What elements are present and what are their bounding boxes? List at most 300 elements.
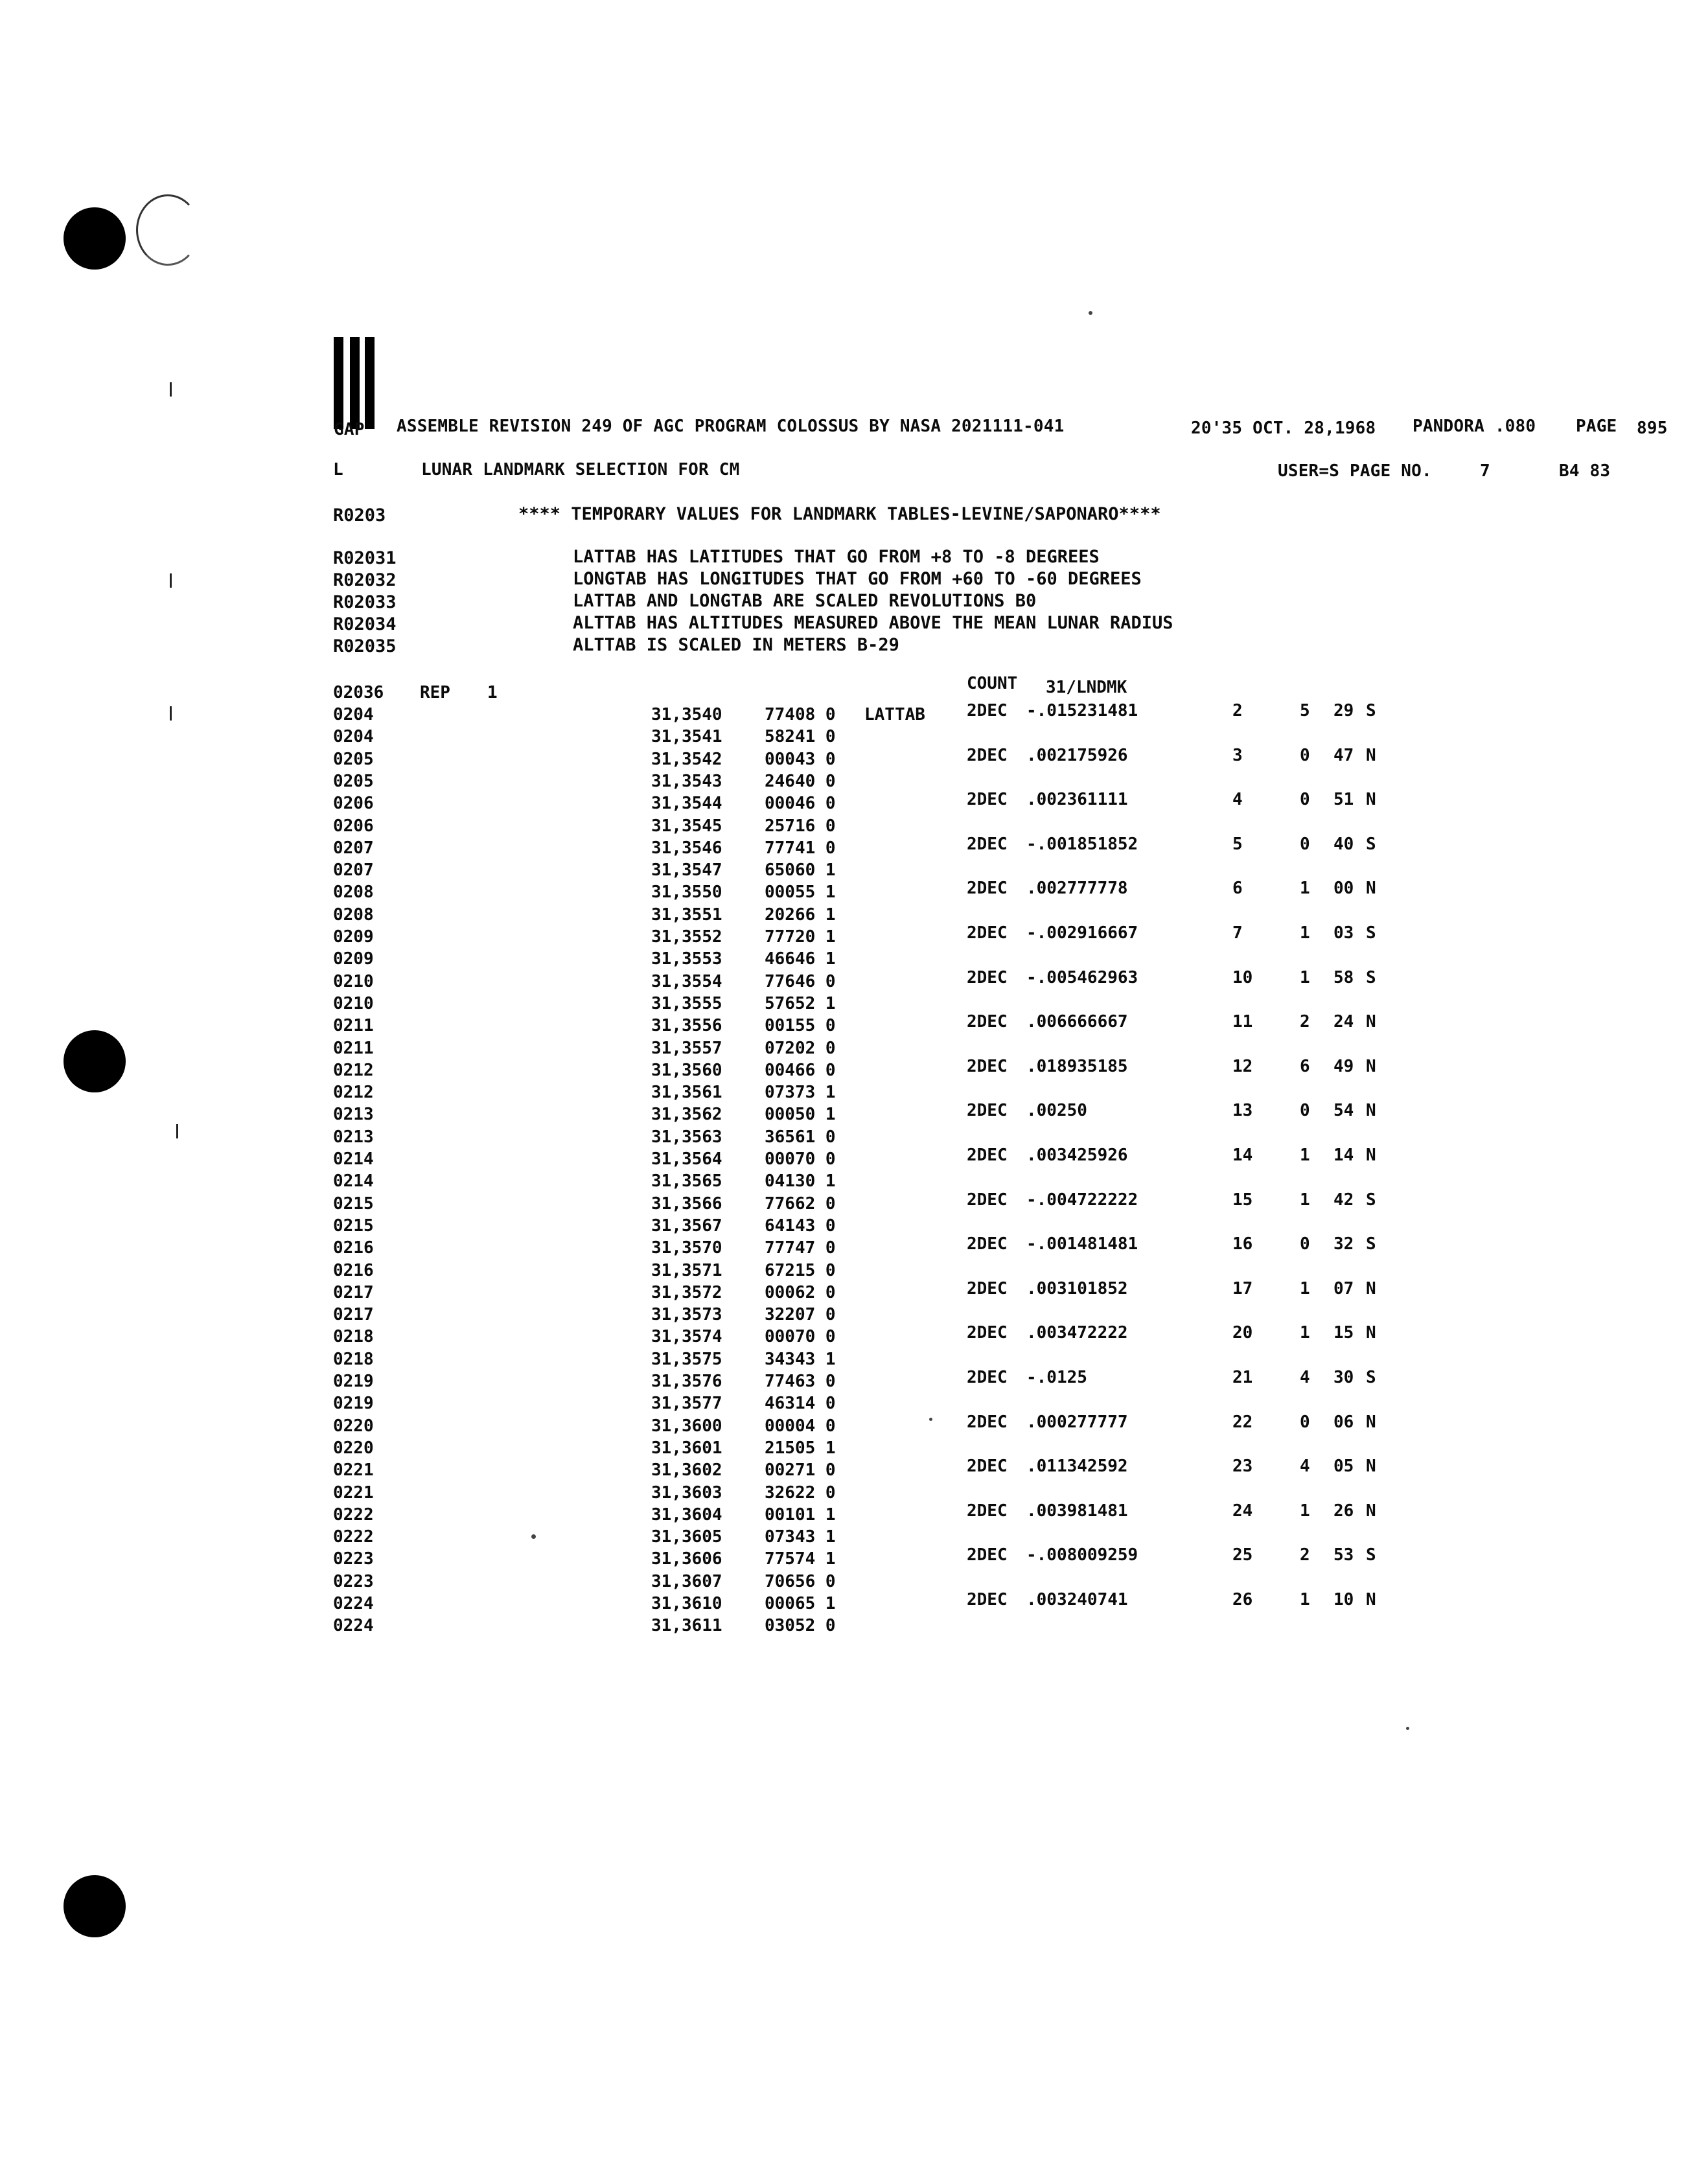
degrees: 0: [1300, 1234, 1310, 1254]
line-number: 0221: [333, 1483, 374, 1503]
degrees: 4: [1300, 1368, 1310, 1387]
page-reference: B4 83: [1559, 461, 1611, 481]
opcode: 2DEC: [967, 1146, 1008, 1165]
octal-word: 00050 1: [765, 1105, 836, 1124]
address: 31,3553: [651, 949, 722, 969]
octal-word: 67215 0: [765, 1261, 836, 1280]
line-number: 0216: [333, 1261, 374, 1280]
landmark-index: 24: [1232, 1501, 1253, 1521]
hemisphere: N: [1366, 1146, 1376, 1165]
address: 31,3604: [651, 1505, 722, 1525]
address: 31,3571: [651, 1261, 722, 1280]
address: 31,3554: [651, 972, 722, 991]
minutes: 10: [1333, 1590, 1354, 1609]
octal-word: 07202 0: [765, 1039, 836, 1058]
line-number: 0219: [333, 1372, 374, 1391]
octal-word: 00065 1: [765, 1594, 836, 1613]
line-number: 0222: [333, 1527, 374, 1547]
pandora-version: PANDORA .080: [1413, 417, 1536, 436]
octal-word: 34343 1: [765, 1350, 836, 1369]
table-row: [0, 879, 1708, 905]
minutes: 51: [1333, 790, 1354, 809]
comment-text: LONGTAB HAS LONGITUDES THAT GO FROM +60 TO -60 DEGREES: [573, 569, 1142, 589]
minutes: 03: [1333, 923, 1354, 943]
table-row: [0, 1350, 1708, 1372]
table-row: [0, 1457, 1708, 1482]
gap-label: GAP: [334, 420, 365, 439]
decimal-value: -.004722222: [1026, 1190, 1138, 1210]
decimal-value: -.008009259: [1026, 1545, 1138, 1565]
minutes: 26: [1333, 1501, 1354, 1521]
comment-id: R02031: [333, 548, 397, 568]
octal-word: 00466 0: [765, 1061, 836, 1080]
octal-word: 00004 0: [765, 1416, 836, 1436]
address: 31,3573: [651, 1305, 722, 1324]
comment-text: **** TEMPORARY VALUES FOR LANDMARK TABLES-LEVINE/SAPONARO****: [518, 504, 1161, 524]
landmark-index: 15: [1232, 1190, 1253, 1210]
hemisphere: N: [1366, 1012, 1376, 1032]
landmark-index: 10: [1232, 968, 1253, 987]
address: 31,3570: [651, 1238, 722, 1258]
octal-word: 77646 0: [765, 972, 836, 991]
address: 31,3545: [651, 816, 722, 836]
table-row: [0, 1438, 1708, 1460]
rep-op: REP: [420, 683, 450, 702]
minutes: 06: [1333, 1413, 1354, 1432]
address: 31,3575: [651, 1350, 722, 1369]
comment-id: R02034: [333, 614, 397, 634]
table-row: [0, 1039, 1708, 1061]
table-row: [0, 1234, 1708, 1260]
table-row: [0, 1216, 1708, 1238]
landmark-index: 11: [1232, 1012, 1253, 1032]
octal-word: 77463 0: [765, 1372, 836, 1391]
address: 31,3601: [651, 1438, 722, 1458]
table-row: [0, 1368, 1708, 1394]
symbol-label: LATTAB: [864, 705, 925, 724]
address: 31,3555: [651, 994, 722, 1013]
paper-speck: [1406, 1727, 1409, 1730]
table-row: [0, 701, 1708, 727]
opcode: 2DEC: [967, 1590, 1008, 1609]
address: 31,3607: [651, 1572, 722, 1591]
degrees: 1: [1300, 1146, 1310, 1165]
table-row: [0, 1545, 1708, 1571]
decimal-value: .00250: [1026, 1101, 1087, 1120]
octal-word: 46646 1: [765, 949, 836, 969]
table-row: [0, 1101, 1708, 1127]
octal-word: 36561 0: [765, 1127, 836, 1147]
line-number: 0210: [333, 972, 374, 991]
line-number: 0207: [333, 838, 374, 858]
user-page-number: 7: [1480, 461, 1490, 481]
address: 31,3556: [651, 1016, 722, 1035]
octal-word: 77720 1: [765, 927, 836, 947]
opcode: 2DEC: [967, 1190, 1008, 1210]
octal-word: 32622 0: [765, 1483, 836, 1503]
octal-word: 64143 0: [765, 1216, 836, 1236]
minutes: 58: [1333, 968, 1354, 987]
table-row: [0, 1279, 1708, 1305]
minutes: 24: [1333, 1012, 1354, 1032]
line-number: 0212: [333, 1061, 374, 1080]
octal-word: 00271 0: [765, 1460, 836, 1480]
octal-word: 20266 1: [765, 905, 836, 925]
decimal-value: .000277777: [1026, 1413, 1128, 1432]
landmark-index: 20: [1232, 1323, 1253, 1343]
opcode: 2DEC: [967, 968, 1008, 987]
comment-id: R02033: [333, 592, 397, 612]
page-number: 895: [1637, 419, 1668, 438]
degrees: 1: [1300, 1190, 1310, 1210]
opcode: 2DEC: [967, 1234, 1008, 1254]
address: 31,3560: [651, 1061, 722, 1080]
octal-word: 07373 1: [765, 1083, 836, 1102]
decimal-value: .003472222: [1026, 1323, 1128, 1343]
table-row: [0, 1483, 1708, 1505]
line-number: 0204: [333, 705, 374, 724]
table-row: [0, 746, 1708, 772]
landmark-index: 5: [1232, 835, 1243, 854]
line-number: 0215: [333, 1216, 374, 1236]
hemisphere: N: [1366, 1590, 1376, 1609]
minutes: 30: [1333, 1368, 1354, 1387]
opcode: 2DEC: [967, 790, 1008, 809]
address: 31,3606: [651, 1549, 722, 1569]
line-number: 0215: [333, 1194, 374, 1214]
hemisphere: N: [1366, 879, 1376, 898]
line-number: 0209: [333, 949, 374, 969]
punch-hole-top: [63, 207, 126, 270]
decimal-value: .002175926: [1026, 746, 1128, 765]
opcode: 2DEC: [967, 1368, 1008, 1387]
octal-word: 00070 0: [765, 1327, 836, 1346]
table-row: [0, 1012, 1708, 1038]
opcode: 2DEC: [967, 1413, 1008, 1432]
octal-word: 77747 0: [765, 1238, 836, 1258]
minutes: 49: [1333, 1057, 1354, 1076]
line-number: 0218: [333, 1327, 374, 1346]
comment-text: LATTAB HAS LATITUDES THAT GO FROM +8 TO -8 DEGREES: [573, 547, 1100, 567]
octal-word: 65060 1: [765, 860, 836, 880]
address: 31,3551: [651, 905, 722, 925]
decimal-value: .003101852: [1026, 1279, 1128, 1298]
comment-id: R02035: [333, 636, 397, 656]
line-number: 0211: [333, 1016, 374, 1035]
opcode: 2DEC: [967, 1101, 1008, 1120]
table-row: [0, 1616, 1708, 1638]
degrees: 1: [1300, 1279, 1310, 1298]
line-number: 0214: [333, 1171, 374, 1191]
address: 31,3557: [651, 1039, 722, 1058]
opcode: 2DEC: [967, 923, 1008, 943]
degrees: 1: [1300, 1590, 1310, 1609]
degrees: 1: [1300, 923, 1310, 943]
octal-word: 03052 0: [765, 1616, 836, 1635]
line-number: 0221: [333, 1460, 374, 1480]
address: 31,3550: [651, 882, 722, 902]
comment-text: ALTTAB HAS ALTITUDES MEASURED ABOVE THE MEAN LUNAR RADIUS: [573, 613, 1173, 633]
landmark-index: 25: [1232, 1545, 1253, 1565]
table-row: [0, 905, 1708, 927]
line-number: 0210: [333, 994, 374, 1013]
comment-id: R02032: [333, 570, 397, 590]
log-section-title: LUNAR LANDMARK SELECTION FOR CM: [421, 460, 740, 479]
line-number: 0206: [333, 816, 374, 836]
hemisphere: S: [1366, 968, 1376, 987]
table-row: [0, 1146, 1708, 1171]
table-row: [0, 1572, 1708, 1594]
line-number: 0223: [333, 1572, 374, 1591]
address: 31,3546: [651, 838, 722, 858]
line-number: 0211: [333, 1039, 374, 1058]
line-number: 0223: [333, 1549, 374, 1569]
table-row: [0, 1323, 1708, 1349]
table-row: [0, 994, 1708, 1016]
minutes: 47: [1333, 746, 1354, 765]
landmark-index: 22: [1232, 1413, 1253, 1432]
line-number: 0212: [333, 1083, 374, 1102]
table-row: [0, 1261, 1708, 1283]
address: 31,3561: [651, 1083, 722, 1102]
degrees: 1: [1300, 1323, 1310, 1343]
punch-hole-shadow: [136, 194, 200, 266]
address: 31,3541: [651, 727, 722, 746]
minutes: 42: [1333, 1190, 1354, 1210]
address: 31,3540: [651, 705, 722, 724]
margin-tick: [170, 382, 172, 397]
address: 31,3567: [651, 1216, 722, 1236]
hemisphere: S: [1366, 701, 1376, 721]
paper-speck: [1089, 311, 1092, 315]
address: 31,3572: [651, 1283, 722, 1302]
address: 31,3576: [651, 1372, 722, 1391]
table-row: [0, 923, 1708, 949]
opcode: 2DEC: [967, 1057, 1008, 1076]
line-number: 0219: [333, 1394, 374, 1413]
octal-word: 00101 1: [765, 1505, 836, 1525]
octal-word: 46314 0: [765, 1394, 836, 1413]
opcode: 2DEC: [967, 1012, 1008, 1032]
opcode: 2DEC: [967, 879, 1008, 898]
count-value: 31/LNDMK: [1046, 678, 1127, 697]
table-row: [0, 1127, 1708, 1149]
landmark-index: 12: [1232, 1057, 1253, 1076]
line-number: 0205: [333, 750, 374, 769]
line-number: 0224: [333, 1616, 374, 1635]
hemisphere: N: [1366, 1457, 1376, 1476]
minutes: 05: [1333, 1457, 1354, 1476]
octal-word: 04130 1: [765, 1171, 836, 1191]
minutes: 29: [1333, 701, 1354, 721]
minutes: 00: [1333, 879, 1354, 898]
decimal-value: .003240741: [1026, 1590, 1128, 1609]
minutes: 40: [1333, 835, 1354, 854]
opcode: 2DEC: [967, 746, 1008, 765]
hemisphere: S: [1366, 1234, 1376, 1254]
minutes: 07: [1333, 1279, 1354, 1298]
line-number: 0220: [333, 1416, 374, 1436]
hemisphere: N: [1366, 1101, 1376, 1120]
line-number: 0217: [333, 1283, 374, 1302]
hemisphere: S: [1366, 835, 1376, 854]
line-number: 0214: [333, 1149, 374, 1169]
table-row: [0, 1501, 1708, 1527]
table-row: [0, 772, 1708, 794]
rep-arg: 1: [487, 683, 498, 702]
landmark-index: 21: [1232, 1368, 1253, 1387]
line-number: 0204: [333, 727, 374, 746]
degrees: 1: [1300, 879, 1310, 898]
opcode: 2DEC: [967, 1279, 1008, 1298]
landmark-index: 17: [1232, 1279, 1253, 1298]
decimal-value: -.0125: [1026, 1368, 1087, 1387]
octal-word: 07343 1: [765, 1527, 836, 1547]
address: 31,3602: [651, 1460, 722, 1480]
timestamp: 20'35 OCT. 28,1968: [1191, 419, 1376, 438]
line-number: 0216: [333, 1238, 374, 1258]
address: 31,3603: [651, 1483, 722, 1503]
hemisphere: N: [1366, 1501, 1376, 1521]
octal-word: 21505 1: [765, 1438, 836, 1458]
line-number: 0220: [333, 1438, 374, 1458]
octal-word: 77408 0: [765, 705, 836, 724]
degrees: 1: [1300, 1501, 1310, 1521]
decimal-value: .003981481: [1026, 1501, 1128, 1521]
rep-line-number: 02036: [333, 683, 384, 702]
address: 31,3566: [651, 1194, 722, 1214]
address: 31,3600: [651, 1416, 722, 1436]
line-number: 0224: [333, 1594, 374, 1613]
margin-tick: [170, 573, 172, 588]
landmark-index: 4: [1232, 790, 1243, 809]
octal-word: 00155 0: [765, 1016, 836, 1035]
opcode: 2DEC: [967, 1501, 1008, 1521]
table-row: [0, 816, 1708, 838]
landmark-index: 7: [1232, 923, 1243, 943]
octal-word: 00043 0: [765, 750, 836, 769]
landmark-index: 14: [1232, 1146, 1253, 1165]
degrees: 4: [1300, 1457, 1310, 1476]
octal-word: 58241 0: [765, 727, 836, 746]
address: 31,3563: [651, 1127, 722, 1147]
landmark-index: 16: [1232, 1234, 1253, 1254]
decimal-value: .006666667: [1026, 1012, 1128, 1032]
comment-text: LATTAB AND LONGTAB ARE SCALED REVOLUTIONS B0: [573, 591, 1037, 611]
opcode: 2DEC: [967, 1457, 1008, 1476]
address: 31,3611: [651, 1616, 722, 1635]
line-number: 0209: [333, 927, 374, 947]
decimal-value: -.005462963: [1026, 968, 1138, 987]
degrees: 1: [1300, 968, 1310, 987]
line-number: 0208: [333, 882, 374, 902]
line-number: 0206: [333, 794, 374, 813]
address: 31,3562: [651, 1105, 722, 1124]
landmark-index: 3: [1232, 746, 1243, 765]
table-row: [0, 1305, 1708, 1327]
octal-word: 32207 0: [765, 1305, 836, 1324]
hemisphere: N: [1366, 790, 1376, 809]
table-row: [0, 1527, 1708, 1549]
address: 31,3542: [651, 750, 722, 769]
octal-word: 00046 0: [765, 794, 836, 813]
opcode: 2DEC: [967, 1323, 1008, 1343]
opcode: 2DEC: [967, 835, 1008, 854]
count-label: COUNT: [967, 674, 1018, 693]
octal-word: 70656 0: [765, 1572, 836, 1591]
decimal-value: .002777778: [1026, 879, 1128, 898]
octal-word: 57652 1: [765, 994, 836, 1013]
table-row: [0, 860, 1708, 882]
table-row: [0, 1413, 1708, 1438]
octal-word: 00062 0: [765, 1283, 836, 1302]
hemisphere: S: [1366, 1545, 1376, 1565]
address: 31,3552: [651, 927, 722, 947]
decimal-value: -.001481481: [1026, 1234, 1138, 1254]
line-number: 0213: [333, 1127, 374, 1147]
address: 31,3543: [651, 772, 722, 791]
address: 31,3610: [651, 1594, 722, 1613]
minutes: 15: [1333, 1323, 1354, 1343]
table-row: [0, 1190, 1708, 1216]
table-row: [0, 727, 1708, 749]
table-row: [0, 1590, 1708, 1616]
degrees: 0: [1300, 835, 1310, 854]
minutes: 32: [1333, 1234, 1354, 1254]
degrees: 2: [1300, 1012, 1310, 1032]
address: 31,3565: [651, 1171, 722, 1191]
table-row: [0, 1083, 1708, 1105]
table-row: [0, 835, 1708, 860]
hemisphere: N: [1366, 1279, 1376, 1298]
degrees: 0: [1300, 790, 1310, 809]
landmark-index: 26: [1232, 1590, 1253, 1609]
octal-word: 00070 0: [765, 1149, 836, 1169]
table-row: [0, 790, 1708, 816]
landmark-index: 13: [1232, 1101, 1253, 1120]
line-number: 0222: [333, 1505, 374, 1525]
hemisphere: N: [1366, 746, 1376, 765]
degrees: 5: [1300, 701, 1310, 721]
minutes: 54: [1333, 1101, 1354, 1120]
line-number: 0218: [333, 1350, 374, 1369]
landmark-index: 2: [1232, 701, 1243, 721]
comment-id: R0203: [333, 505, 386, 525]
octal-word: 24640 0: [765, 772, 836, 791]
line-number: 0208: [333, 905, 374, 925]
octal-word: 77741 0: [765, 838, 836, 858]
hemisphere: S: [1366, 1368, 1376, 1387]
log-code: L: [333, 460, 343, 479]
rep-row: [0, 674, 1708, 705]
address: 31,3577: [651, 1394, 722, 1413]
decimal-value: .002361111: [1026, 790, 1128, 809]
decimal-value: .003425926: [1026, 1146, 1128, 1165]
comment-text: ALTTAB IS SCALED IN METERS B-29: [573, 635, 899, 655]
landmark-index: 23: [1232, 1457, 1253, 1476]
minutes: 53: [1333, 1545, 1354, 1565]
opcode: 2DEC: [967, 701, 1008, 721]
page-label: PAGE: [1576, 417, 1617, 436]
hemisphere: N: [1366, 1413, 1376, 1432]
punch-hole-bottom: [63, 1875, 126, 1937]
hemisphere: S: [1366, 1190, 1376, 1210]
line-number: 0205: [333, 772, 374, 791]
degrees: 0: [1300, 1101, 1310, 1120]
address: 31,3564: [651, 1149, 722, 1169]
degrees: 0: [1300, 1413, 1310, 1432]
octal-word: 77574 1: [765, 1549, 836, 1569]
